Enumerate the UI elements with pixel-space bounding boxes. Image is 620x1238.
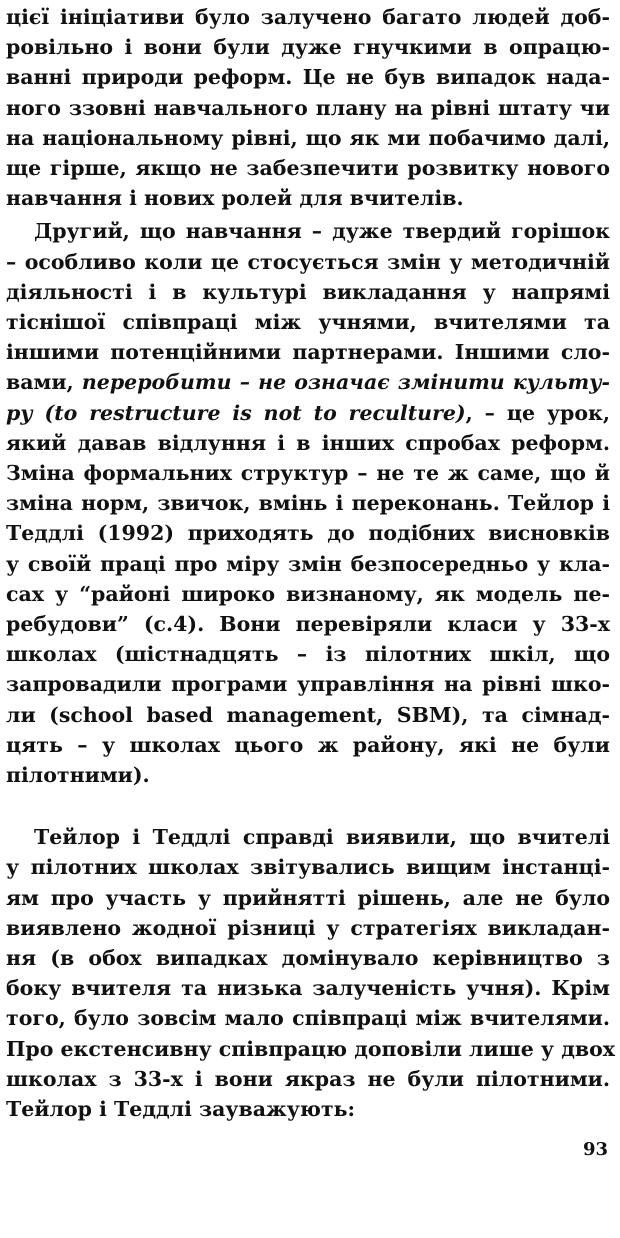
text-line: у пілотних школах звітувались вищим інстанці- (6, 855, 610, 880)
text-line: навчання і нових ролей для вчителів. (6, 186, 464, 211)
text-line: ванні природи реформ. Це не був випадок нада- (6, 65, 610, 90)
text-line: Тейлор і Теддлі справді виявили, що вчителі (34, 825, 610, 850)
text-line: пілотними). (6, 763, 150, 787)
text-line (6, 398, 610, 428)
text-line: зміна норм, звичок, вмінь і переконань. Тейлор і (6, 491, 610, 516)
text-line: того, було зовсім мало співпраці між вчителями. (6, 1006, 610, 1031)
text-line: цієї ініціативи було залучено багато людей доб- (6, 5, 610, 29)
text-line: який давав відлуння і в інших спробах реформ. (6, 430, 610, 455)
text-line: Теддлі (1992) приходять до подібних висновків (6, 521, 610, 546)
text-line: запровадили програми управління на рівні шко- (6, 672, 610, 697)
text-line: сах у “районі широко визнаному, як модель пе- (6, 581, 610, 606)
text-line: Про екстенсивну співпрацю доповіли лише у двох (6, 1036, 615, 1061)
text-line: на національному рівні, що як ми побачимо далі, (6, 125, 610, 150)
text-line: Тейлор і Теддлі зауважують: (6, 1097, 356, 1121)
book-page (6, 0, 615, 1238)
text-line: виявлено жодної різниці у стратегіях викладан- (6, 915, 610, 940)
text-line: ня (в обох випадках домінувало керівництво з (6, 946, 610, 970)
text-line: ровільно і вони були дуже гнучкими в опрацю- (6, 35, 610, 60)
text-line: іншими потенційними партнерами. Іншими сло- (6, 340, 610, 365)
text-line: – особливо коли це стосується змін у методичній (6, 249, 610, 274)
text-line: Другий, що навчання – дуже твердий горішок (34, 219, 610, 244)
italic-quote: переробити – не означає змінити культу- (81, 370, 610, 395)
text-line: цять – у школах цього ж району, які не були (6, 732, 610, 757)
text-line: Зміна формальних структур – не те ж саме, що й (6, 461, 610, 485)
text-line: ще гірше, якщо не забезпечити розвитку нового (6, 156, 610, 180)
text-line: школах (шістнадцять – із пілотних шкіл, що (6, 642, 610, 667)
text-line: боку вчителя та низька залученість учня). Крім (6, 976, 610, 1001)
text-line: діяльності і в культурі викладання у напрямі (6, 279, 610, 304)
text-run: , – це урок, (465, 400, 610, 425)
text-run: вами, (6, 370, 82, 395)
text-line: школах з 33-х і вони якраз не були пілотними. (6, 1066, 610, 1091)
text-line (6, 367, 610, 397)
page-number: 93 (582, 1139, 608, 1161)
text-line: у своїй праці про міру змін безпосередньо у кла- (6, 551, 610, 576)
text-line: ям про участь у прийнятті рішень, але не було (6, 885, 610, 910)
text-line: ного ззовні навчального плану на рівні штату чи (6, 95, 610, 120)
text-line: тіснішої співпраці між учнями, вчителями та (6, 310, 610, 334)
text-line: ребудови” (с.4). Вони перевіряли класи у 33-х (6, 612, 610, 636)
italic-quote: ру (to restructure is not to reculture) (6, 400, 466, 425)
text-line: ли (school based management, SBM), та сімнад- (6, 702, 610, 727)
